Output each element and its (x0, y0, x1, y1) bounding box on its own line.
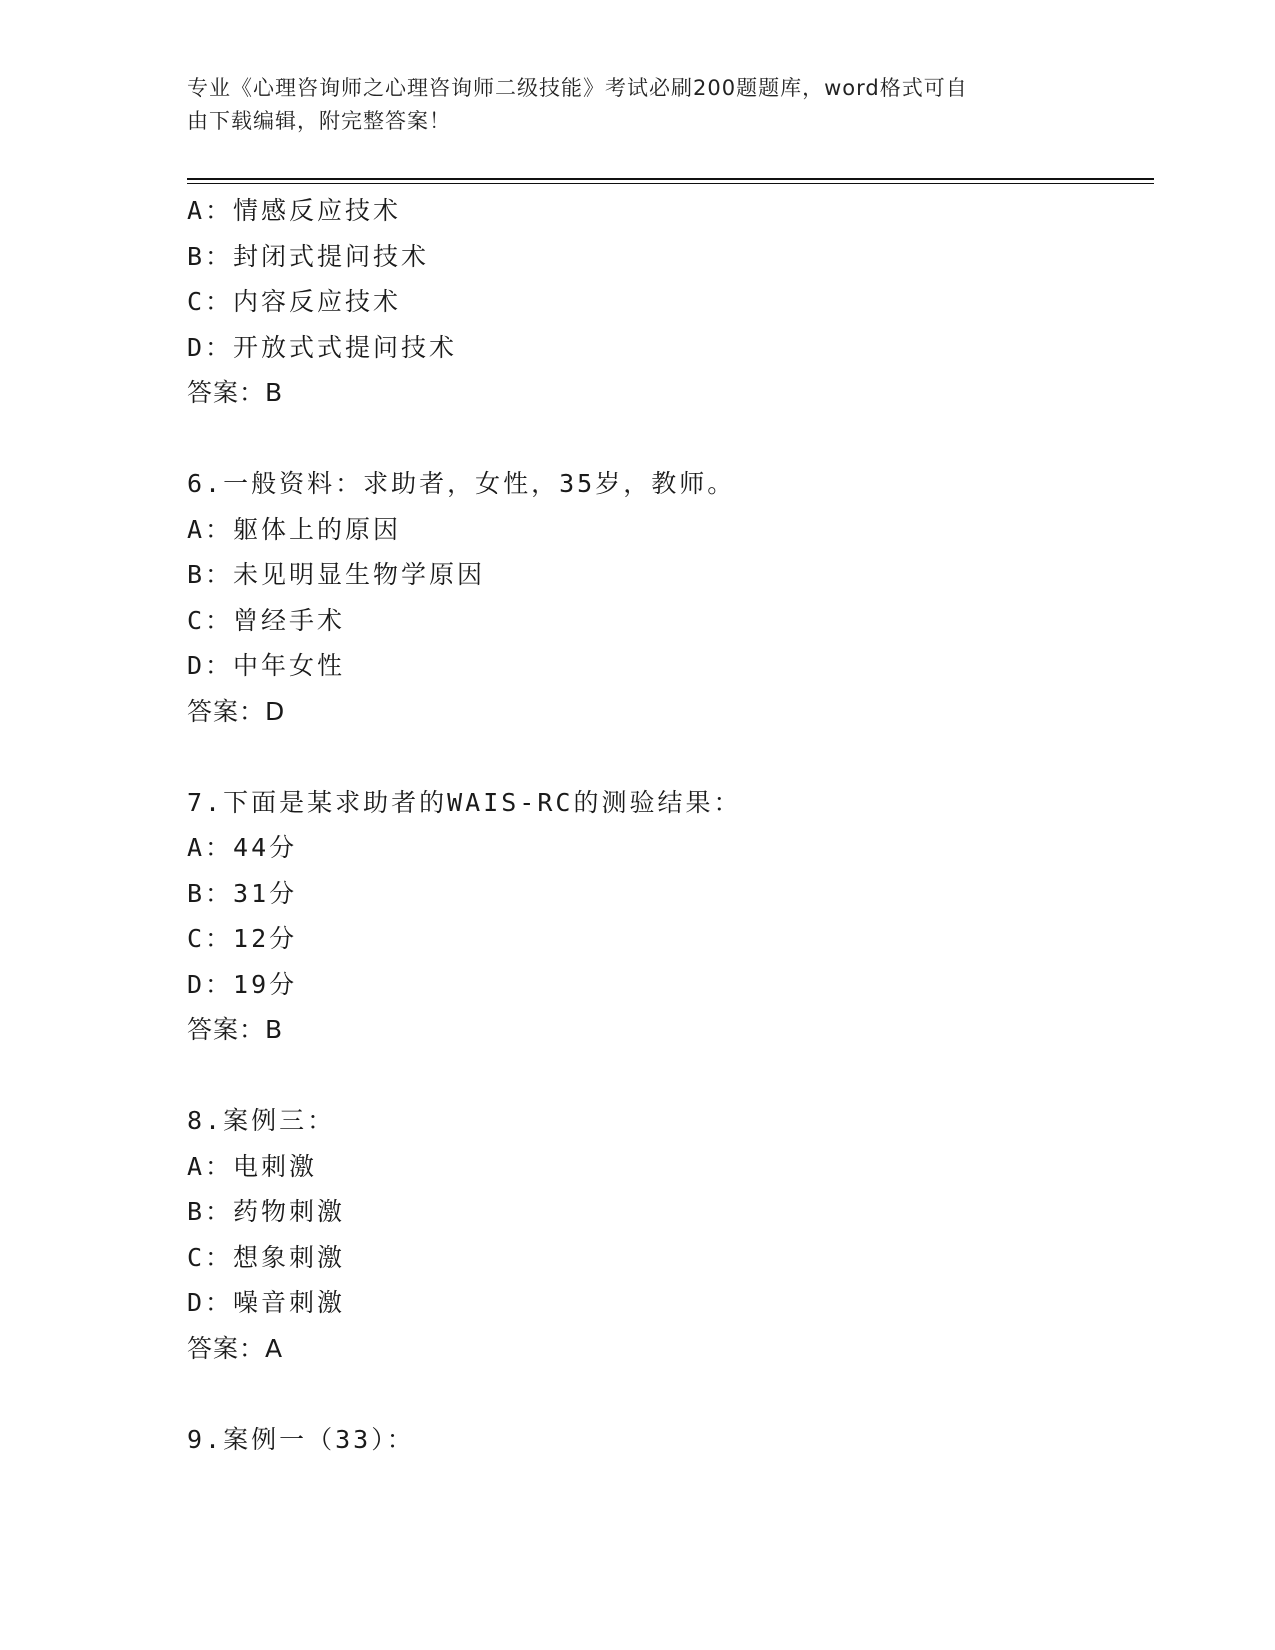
option-a: A：电刺激 (187, 1151, 318, 1181)
question-block (187, 461, 1147, 734)
option-d: D：开放式式提问技术 (187, 332, 458, 362)
answer: 答案：B (187, 1015, 284, 1044)
question-block (187, 780, 1147, 1053)
option-b: B：封闭式提问技术 (187, 241, 430, 271)
document-header (187, 72, 1087, 138)
header-rule-thick (187, 178, 1154, 180)
answer: 答案：B (187, 378, 284, 407)
question-content (187, 188, 1147, 1462)
option-c: C：曾经手术 (187, 605, 346, 635)
option-c: C：12分 (187, 924, 298, 953)
header-line-1: 专业《心理咨询师之心理咨询师二级技能》考试必刷200题题库，word格式可自 (187, 76, 968, 100)
option-d: D：中年女性 (187, 651, 346, 680)
spacer (187, 1053, 1147, 1099)
answer: 答案：A (187, 1333, 284, 1363)
option-b: B：未见明显生物学原因 (187, 560, 486, 589)
spacer (187, 1371, 1147, 1417)
question-block (187, 188, 1147, 416)
question-block (187, 1098, 1147, 1371)
header-line-2: 由下载编辑，附完整答案！ (187, 109, 451, 133)
spacer (187, 734, 1147, 780)
answer: 答案：D (187, 696, 286, 726)
question-block (187, 1417, 1147, 1463)
option-c: C：想象刺激 (187, 1242, 346, 1272)
option-b: B：31分 (187, 878, 298, 908)
option-a: A：情感反应技术 (187, 196, 402, 225)
question-text: 9.案例一（33）： (187, 1424, 415, 1454)
header-rule-thin (187, 183, 1154, 184)
option-a: A：躯体上的原因 (187, 514, 402, 544)
option-d: D：噪音刺激 (187, 1288, 346, 1317)
option-b: B：药物刺激 (187, 1197, 346, 1226)
option-a: A：44分 (187, 833, 298, 862)
question-text: 7.下面是某求助者的WAIS-RC的测验结果： (187, 787, 742, 817)
spacer (187, 416, 1147, 462)
option-c: C：内容反应技术 (187, 287, 402, 316)
option-d: D：19分 (187, 969, 298, 999)
question-text: 8.案例三： (187, 1106, 336, 1135)
question-text: 6.一般资料：求助者，女性，35岁，教师。 (187, 469, 736, 498)
